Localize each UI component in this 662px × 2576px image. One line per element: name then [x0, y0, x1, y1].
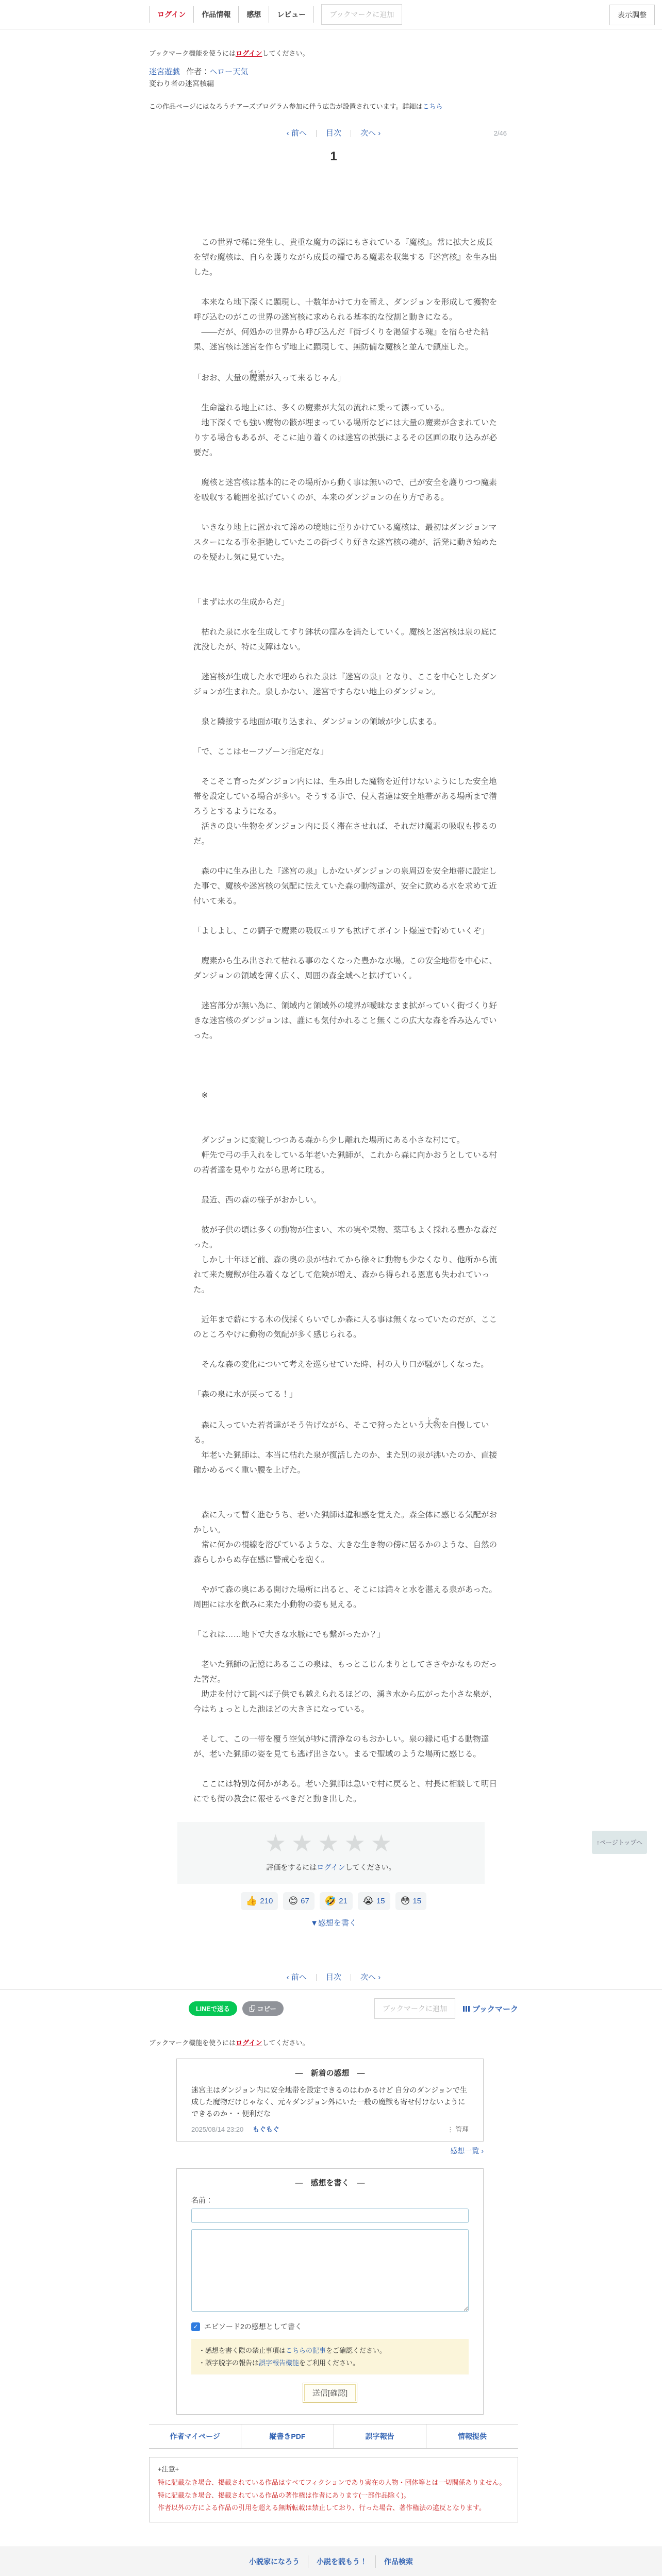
novel-paragraph	[193, 909, 499, 924]
novel-paragraph	[193, 1178, 499, 1193]
caution-text: 特に記載なき場合、掲載されている作品の著作権は作者にあります(一部作品除く)。	[158, 2491, 410, 2499]
novel-paragraph: 魔核と迷宮核は基本的にその場所から動く事は無いので、己が安全を護りつつ魔素を吸収する範囲を拡げていくのが、本来のダンジョンの在り方である。	[193, 478, 497, 502]
novel-paragraph: 枯れた泉に水を生成してすり鉢状の窪みを満たしていく。魔核と迷宮核は泉の底に沈没したが、特に支障はない。	[193, 628, 497, 651]
novel-paragraph	[193, 983, 499, 998]
impression-manage-link[interactable]: ⋮ 管理	[446, 2126, 469, 2134]
novel-body	[193, 235, 499, 1806]
reaction-count: 21	[339, 1897, 347, 1905]
episode-title: 1	[330, 149, 337, 163]
footer-link-作者マイページ[interactable]: 作者マイページ	[149, 2424, 241, 2448]
episode-feedback-checkbox[interactable]: ✓	[191, 2322, 200, 2331]
page-top-button[interactable]: ↑ページトップへ	[592, 1831, 647, 1854]
next-episode-link[interactable]: 次へ ›	[360, 129, 381, 138]
impression-list-row	[149, 2146, 484, 2156]
novel-paragraph: 老いた猟師の記憶にあるここの泉は、もっとこじんまりとしてささやかなものだった筈だ。	[193, 1660, 498, 1684]
kebab-menu-icon: ⋮	[446, 2126, 454, 2134]
bookmark-list-link[interactable]: ブックマーク	[462, 2003, 518, 2014]
novel-paragraph: 森に入って暫く進むうち、老いた猟師は違和感を覚えた。森全体に感じる気配がおかしい。	[193, 1511, 498, 1534]
guideline-article-link[interactable]: こちらの記事	[286, 2347, 326, 2355]
series-title-link[interactable]: 迷宮遊戯	[149, 68, 180, 76]
bookmark-login-notice: ブックマーク機能を使うにはログインしてください。	[149, 2039, 309, 2047]
novel-paragraph: 生命溢れる地上には、多くの魔素が大気の流れに乗って漂っている。	[193, 404, 450, 412]
display-settings-button[interactable]: 表示調整	[609, 5, 655, 25]
caution-heading: +注意+	[158, 2465, 179, 2473]
name-label: 名前：	[191, 2196, 213, 2205]
reaction-button[interactable]	[395, 1892, 426, 1910]
novel-paragraph: 迷宮核が生成した水で埋められた泉は『迷宮の泉』となり、ここを中心としたダンジョンが生まれた。泉しかない、迷宮ですらない地上のダンジョン。	[193, 673, 498, 696]
episode-nav-top	[149, 127, 518, 138]
novel-paragraph	[193, 1043, 499, 1058]
toolbar-tabs	[149, 6, 314, 23]
top-toolbar	[0, 0, 662, 29]
episode-feedback-label: エピソード2の感想として書く	[204, 2322, 302, 2331]
ad-notice-link[interactable]: こちら	[422, 103, 443, 110]
novel-paragraph: 本来なら地下深くに顕現し、十数年かけて力を蓄え、ダンジョンを形成して獲物を呼び込むのがこの世界の迷宮核に求められる基本的な役割と動きになる。	[193, 298, 498, 322]
toc-link[interactable]: 目次	[325, 1973, 341, 1982]
site-footer	[0, 2547, 662, 2576]
impression-form	[176, 2168, 484, 2415]
reaction-button[interactable]	[320, 1892, 353, 1910]
tab-レビュー[interactable]: レビュー	[269, 6, 314, 23]
star-icon[interactable]: ★	[344, 1830, 371, 1856]
impression-date: 2025/08/14 23:20	[191, 2126, 244, 2134]
work-footer-links	[149, 2424, 518, 2449]
copy-button[interactable]: コピー	[242, 2001, 284, 2016]
reaction-button[interactable]	[283, 1892, 314, 1910]
novel-paragraph	[193, 386, 499, 400]
impression-user-link[interactable]: もぐもぐ	[252, 2126, 279, 2134]
star-icon[interactable]: ★	[318, 1830, 344, 1856]
site-footer-link-小説家になろう[interactable]: 小説家になろう	[241, 2555, 308, 2568]
novel-paragraph	[193, 699, 499, 714]
novel-paragraph: しかし十年ほど前、森の奥の泉が枯れてから徐々に動物も少なくなり、他所から流れて来た魔獣が住み着くなどして危険が増え、森から得られる恩恵も失われていった。	[193, 1256, 498, 1294]
ad-notice	[149, 101, 518, 111]
novel-paragraph	[193, 355, 499, 370]
impression-textarea[interactable]	[191, 2229, 469, 2312]
novel-paragraph	[193, 505, 499, 520]
author-label: 作者：	[186, 68, 210, 76]
novel-paragraph: 「おお、大量の魔素ポイントが入って来るじゃん」	[193, 370, 346, 382]
novel-paragraph	[193, 759, 499, 774]
reaction-buttons	[149, 1892, 518, 1910]
episode-nav-bottom	[149, 1971, 518, 1982]
novel-paragraph: ※	[193, 1091, 208, 1100]
reaction-emoji-icon: 🤣	[324, 1896, 337, 1906]
novel-paragraph	[193, 729, 499, 744]
novel-paragraph	[193, 1612, 499, 1627]
novel-paragraph: 「まずは水の生成からだ」	[193, 598, 290, 607]
novel-paragraph	[193, 1118, 499, 1133]
novel-paragraph: 彼が子供の頃は多くの動物が住まい、木の実や果物、薬草もよく採れる豊かな森だった。	[193, 1226, 498, 1249]
novel-paragraph: ダンジョンに変貌しつつある森から少し離れた場所にある小さな村にて。	[193, 1136, 465, 1145]
star-icon[interactable]: ★	[291, 1830, 318, 1856]
impression-body: 迷宮主はダンジョン内に安全地帯を設定できるのはわかるけど 自分のダンジョンで生成した魔物だけじゃなく、元々ダンジョン外にいた一般の魔獣も寄せ付けないようにできるのか・・便利だな	[191, 2086, 467, 2118]
form-notice-line: ・誤字脱字の報告は誤字報告機能をご利用ください。	[198, 2358, 360, 2367]
series-line	[149, 66, 518, 77]
novel-paragraph	[193, 565, 499, 580]
novel-paragraph: やがて森の奥にある開けた場所に出ると、そこには満々と水を湛える泉があった。周囲には水を飲みに来た小動物の姿も見える。	[193, 1585, 497, 1609]
novel-paragraph	[193, 1762, 499, 1777]
novel-paragraph	[193, 460, 499, 475]
novel-paragraph: いきなり地上に置かれて諦めの境地に至りかけている魔核は、最初はダンジョンマスターになる事を拒絶していたこの街づくり好きな迷宮核の魂が、活発に動き始めたのを疑わし気に見ていた。	[193, 523, 498, 562]
novel-paragraph: 「よしよし、この調子で魔素の吸収エリアも拡げてポイント爆速で貯めていくぞ」	[193, 927, 489, 935]
submit-button[interactable]: 送信[確認]	[303, 2383, 357, 2403]
latest-impression-heading: — 新着の感想 —	[295, 2069, 365, 2078]
add-bookmark-button[interactable]: ブックマークに追加	[321, 4, 402, 25]
novel-paragraph	[193, 1103, 499, 1118]
novel-paragraph	[193, 1478, 499, 1493]
novel-paragraph: そこそこ育ったダンジョン内には、生み出した魔物を近付けないようにした安全地帯を設定している場合が多い。そうする事で、侵入者達は安全地帯がある場所まで潜ろうとするようになる。	[193, 777, 497, 816]
prev-episode-link[interactable]: ‹ 前へ	[286, 129, 307, 138]
reaction-emoji-icon: 😳	[400, 1896, 410, 1906]
novel-paragraph: 「これは……地下で大きな水脈にでも繋がったか？」	[193, 1630, 386, 1639]
novel-paragraph	[193, 1493, 499, 1508]
novel-paragraph: 軒先で弓の手入れをしている年老いた猟師が、これから森に向かおうとしている村の若者達を見やりながら思考に耽る。	[193, 1151, 498, 1175]
latest-impression-box	[176, 2059, 484, 2142]
site-footer-link-小説を読もう！[interactable]: 小説を読もう！	[308, 2555, 376, 2568]
reaction-count: 210	[260, 1897, 273, 1905]
arc-title: 変わり者の迷宮核編	[149, 79, 214, 88]
novel-paragraph: 常に何かの視線を浴びているような、大きな生き物の傍に居るかのような、自然の森らしからぬ存在感に警戒心を抱く。	[193, 1541, 498, 1564]
reaction-count: 15	[376, 1897, 385, 1905]
episode-pager: 2/46	[493, 129, 507, 137]
rating-login-link[interactable]: ログイン	[317, 1863, 345, 1871]
footer-link-縦書きPDF[interactable]: 縦書きPDF	[241, 2424, 334, 2448]
novel-paragraph	[193, 1208, 499, 1223]
novel-paragraph: 森の中に生み出した『迷宮の泉』しかないダンジョンの泉周辺を安全地帯に設定した事で、魔核や迷宮核の気配に怯えていた森の動物達が、安全に飲める水を求めて近付いて来る。	[193, 867, 497, 906]
novel-paragraph	[193, 610, 499, 625]
star-icon[interactable]: ★	[370, 1830, 398, 1856]
reaction-emoji-icon: 👍	[245, 1896, 258, 1906]
novel-paragraph: 「森の泉に水が戻ってる！」	[193, 1390, 297, 1399]
ad-notice-text: この作品ページにはなろうチアーズプログラム参加に伴う広告が設置されています。詳細は	[149, 103, 423, 110]
site-footer-link-作品検索[interactable]: 作品検索	[384, 2557, 413, 2566]
novel-paragraph: この世界で稀に発生し、貴重な魔力の源にもされている『魔核』。常に拡大と成長を望む魔核は、自らを護りながら成長の糧である魔素を収集する『迷宮核』を生み出した。	[193, 238, 498, 277]
novel-paragraph: 「で、ここはセーフゾーン指定だな」	[193, 747, 328, 756]
rating-login-notice: 評価をするにはログインしてください。	[266, 1863, 396, 1871]
novel-paragraph	[193, 580, 499, 595]
novel-paragraph	[193, 655, 499, 670]
novel-paragraph: ここには特別な何かがある。老いた猟師は急いで村に戻ると、村長に相談して明日にでも街の教会に報せるべきだと動き出した。	[193, 1780, 498, 1803]
novel-paragraph	[193, 1297, 499, 1312]
reaction-emoji-icon: 😭	[362, 1896, 374, 1906]
novel-paragraph: 泉と隣接する地面が取り込まれ、ダンジョンの領域が少し広まる。	[193, 717, 441, 726]
star-icon[interactable]: ★	[264, 1830, 292, 1856]
tab-作品情報[interactable]: 作品情報	[194, 6, 239, 23]
novel-paragraph	[193, 849, 499, 864]
novel-paragraph: ――だが、何処かの世界から呼び込んだ『街づくりを渇望する魂』を宿らせた結果、迷宮核は迷宮を作らず地上に顕現して、無防備な魔核と並んで鎮座した。	[193, 328, 489, 352]
novel-paragraph: 助走を付けて跳べば子供でも越えられるほどの、湧き水から広がった小さな泉が、今はちょっとした池ほどの大きさになっている。	[193, 1690, 497, 1714]
novel-paragraph	[193, 1073, 499, 1088]
caution-text: 特に記載なき場合、掲載されている作品はすべてフィクションであり実在の人物・団体等とは一切関係ありません。	[158, 2479, 506, 2487]
reaction-button[interactable]	[358, 1892, 390, 1910]
next-episode-link[interactable]: 次へ ›	[360, 1973, 381, 1982]
typo-report-link[interactable]: 誤字報告機能	[259, 2358, 300, 2367]
form-notice-box	[191, 2339, 469, 2374]
novel-paragraph: 近年まで薪にする木の伐採くらいでしか森に入る事は無くなっていたのだが、ここのところやけに動物の気配が多く感じられる。	[193, 1315, 498, 1339]
novel-paragraph: 森に入っていた若者達がそう告げながら、そこで狩ったという大物しかを自慢している。	[193, 1417, 489, 1445]
novel-paragraph	[193, 280, 499, 295]
rating-box	[177, 1822, 485, 1884]
bookmark-login-notice	[149, 48, 518, 58]
tab-感想[interactable]: 感想	[239, 6, 269, 23]
reaction-button[interactable]	[241, 1892, 278, 1910]
impression-list-link[interactable]: 感想一覧 ›	[450, 2147, 484, 2155]
novel-paragraph: 年老いた猟師は、本当に枯れた泉が復活したのか、また別の泉が沸いたのか、直接確かめるべく重い腰を上げた。	[193, 1451, 498, 1475]
novel-paragraph: 地下深くでも強い魔物の骸が埋まっている場所などには大量の魔素が含まれていたりする場合もあるが、そこに辿り着くのは迷宮の拡張によるその区画の取り込みが必要だ。	[193, 419, 498, 457]
author-link[interactable]: ヘロー天気	[209, 68, 249, 76]
impression-form-heading: — 感想を書く —	[295, 2179, 365, 2188]
footer-link-誤字報告[interactable]: 誤字報告	[334, 2424, 426, 2448]
bookmark-login-notice-post: してください。	[262, 49, 309, 57]
name-input[interactable]	[191, 2209, 469, 2223]
login-link[interactable]: ログイン	[236, 2039, 262, 2047]
episode-feedback-row	[191, 2321, 469, 2332]
novel-paragraph	[193, 1642, 499, 1657]
bookmark-login-notice-pre: ブックマーク機能を使うには	[149, 49, 236, 57]
add-bookmark-button-bottom[interactable]: ブックマークに追加	[374, 1998, 455, 2019]
prev-episode-link[interactable]: ‹ 前へ	[286, 1973, 307, 1982]
novel-paragraph	[193, 1058, 499, 1073]
toc-link[interactable]: 目次	[325, 129, 341, 138]
share-row	[149, 1998, 518, 2019]
write-impression-row	[149, 1917, 518, 1928]
copy-icon	[250, 2005, 255, 2012]
caution-text: 作者以外の方による作品の引用を超える無断転載は禁止しており、行った場合、著作権法の違反となります。	[158, 2504, 486, 2512]
reaction-count: 15	[412, 1897, 422, 1905]
impression-meta	[191, 2124, 469, 2134]
rating-stars[interactable]	[177, 1831, 485, 1855]
novel-paragraph: 最近、西の森の様子がおかしい。	[193, 1196, 322, 1205]
novel-paragraph	[193, 1342, 499, 1357]
novel-paragraph	[193, 1717, 499, 1732]
bookmark-bars-icon	[462, 2005, 470, 2013]
novel-paragraph: 活きの良い生物をダンジョン内に長く滞在させれば、それだけ魔素の吸収も捗るのだ。	[193, 822, 497, 846]
form-notice-line: ・感想を書く際の禁止事項はこちらの記事をご確認ください。	[198, 2347, 387, 2355]
footer-link-情報提供[interactable]: 情報提供	[457, 2432, 487, 2441]
novel-paragraph: そして、この一帯を覆う空気が妙に清浄なのもおかしい。泉の縁に屯する動物達が、老いた猟師の姿を見ても逃げ出さない。まるで聖域のような場所に感じる。	[193, 1735, 489, 1759]
login-link[interactable]: ログイン	[236, 49, 262, 57]
reaction-count: 67	[301, 1897, 309, 1905]
novel-paragraph	[193, 939, 499, 954]
novel-paragraph	[193, 1567, 499, 1582]
novel-paragraph	[193, 1372, 499, 1387]
line-share-button[interactable]: LINEで送る	[189, 2001, 237, 2016]
novel-paragraph	[193, 1402, 499, 1417]
reaction-emoji-icon: 😊	[288, 1896, 299, 1906]
write-impression-link[interactable]: ▼感想を書く	[310, 1919, 357, 1928]
tab-ログイン[interactable]: ログイン	[149, 6, 194, 23]
caution-box	[149, 2457, 518, 2522]
novel-paragraph: 迷宮部分が無い為に、領域内と領域外の境界が曖昧なまま拡がっていく街づくり好きな迷宮核のダンジョンは、誰にも気付かれること無くこの広大な森を呑み込んでいった。	[193, 1001, 498, 1040]
novel-paragraph: そんな森の変化について考えを巡らせていた時、村の入り口が騒がしくなった。	[193, 1360, 489, 1369]
novel-paragraph: 魔素から生み出されて枯れる事のなくなった豊かな水場。この安全地帯を中心に、ダンジョンの領域を薄く広く、周囲の森全域へと拡げていく。	[193, 957, 498, 980]
divider	[0, 1989, 662, 1990]
